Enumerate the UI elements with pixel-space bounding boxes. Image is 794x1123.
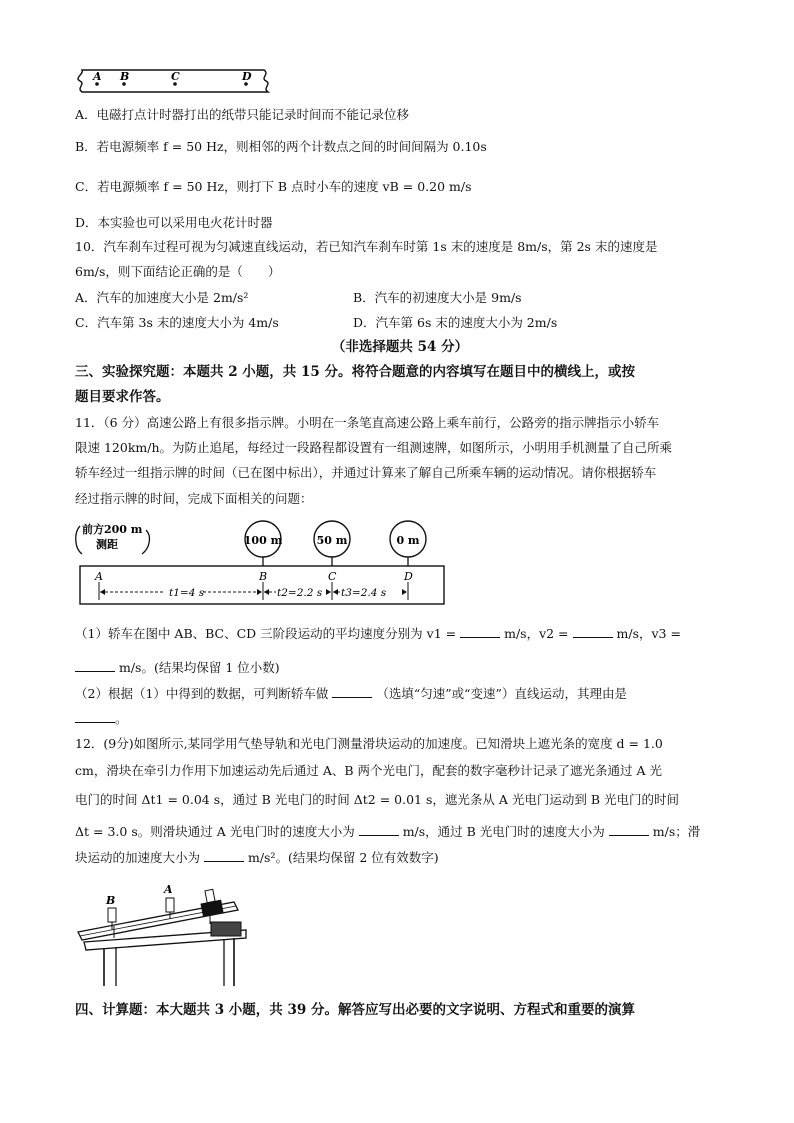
q11-part1-text-a: （1）轿车在图中 AB、BC、CD 三阶段运动的平均速度分别为 v1 = [75,626,457,641]
q12-stem-line1: 12．(9分)如图所示,某同学用气垫导轨和光电门测量滑块运动的加速度。已知滑块上遮光条的宽度 d = 1.0 [75,736,663,751]
q11-part2-line1 [75,685,725,703]
point-d: D [404,570,413,583]
q11-stem-line2: 限速 120km/h。为防止追尾，每经过一段路程都设置有一组测速牌，如图所示，小明用手机测量了自己所乘 [75,440,673,455]
q10-stem-line2: 6m/s，则下面结论正确的是（ ） [75,264,281,279]
q9-option-d: D．本实验也可以采用电火花计时器 [75,215,273,230]
q10-option-c: C．汽车第 3s 末的速度大小为 4m/s [75,315,279,330]
q11-part1-text-c: m/s，v3 = [616,626,681,641]
answer-blank-vb[interactable] [609,823,649,836]
answer-blank-reason[interactable] [75,710,115,723]
photogate-b-label: B [106,894,116,907]
q11-stem-line3: 轿车经过一组指示牌的时间（已在图中标出），并通过计算来了解自己所乘车辆的运动情况。请你根据轿车 [75,465,657,480]
tape-label-d: D [242,70,252,83]
q11-part2-text-a: （2）根据（1）中得到的数据，可判断轿车做 [75,686,329,701]
interval-t1: t1=4 s [169,587,205,599]
tape-label-c: C [171,70,180,83]
interval-t2: t2=2.2 s [277,587,323,599]
range-sign-line1: 前方200 m [82,523,143,536]
q10-option-b: B．汽车的初速度大小是 9m/s [353,290,522,305]
q12-stem-line5 [75,849,725,867]
photogate-a-label: A [164,883,173,896]
q12-text-e: m/s²。(结果均保留 2 位有效数字) [247,850,439,865]
q11-part1-text-d: m/s。(结果均保留 1 位小数) [118,660,280,675]
sign-0m-text: 0 m [396,534,420,547]
answer-blank-v3[interactable] [75,659,115,672]
point-c: C [328,570,337,583]
answer-blank-acceleration[interactable] [204,849,244,862]
answer-blank-v2[interactable] [573,625,613,638]
q11-part2-text-c: 。 [115,711,128,726]
answer-blank-v1[interactable] [460,625,500,638]
q12-text-c: m/s；滑 [652,824,701,839]
q12-text-d: 块运动的加速度大小为 [75,850,201,865]
nonchoice-header: （非选择题共 54 分） [331,339,469,355]
answer-blank-va[interactable] [359,823,399,836]
q11-part1-line2 [75,659,725,677]
tape-label-a: A [93,70,102,83]
q11-part2-line2 [75,710,725,728]
q9-option-b: B．若电源频率 f = 50 Hz，则相邻的两个计数点之间的时间间隔为 0.10s [75,139,487,154]
section4-title: 四、计算题：本大题共 3 小题，共 39 分。解答应写出必要的文字说明、方程式和重要的演算 [75,1002,635,1018]
section3-title-line2: 题目要求作答。 [75,389,170,405]
sign-50m-text: 50 m [316,534,348,547]
tape-figure [74,66,280,96]
point-b: B [259,570,268,583]
highway-signs-figure [70,518,450,608]
q11-stem-line1: 11．（6 分）高速公路上有很多指示牌。小明在一条笔直高速公路上乘车前行，公路旁的指示牌指示小轿车 [75,415,660,430]
q12-stem-line4 [75,823,725,841]
q10-stem-line1: 10．汽车刹车过程可视为匀减速直线运动，若已知汽车刹车时第 1s 末的速度是 8m/s，第 2s 末的速度是 [75,239,658,254]
air-track-figure [74,880,274,990]
q12-text-a: Δt = 3.0 s。则滑块通过 A 光电门时的速度大小为 [75,824,355,839]
q11-stem-line4: 经过指示牌的时间，完成下面相关的问题： [75,491,313,506]
q10-option-d: D．汽车第 6s 末的速度大小为 2m/s [353,315,558,330]
q12-stem-line2: cm，滑块在牵引力作用下加速运动先后通过 A、B 两个光电门，配套的数字毫秒计记录了遮光条通过 A 光 [75,763,662,778]
q10-option-a: A．汽车的加速度大小是 2m/s² [75,290,249,305]
q9-option-a: A．电磁打点计时器打出的纸带只能记录时间而不能记录位移 [75,107,410,122]
q11-part1-text-b: m/s，v2 = [504,626,569,641]
q11-part2-text-b: （选填“匀速”或“变速”）直线运动，其理由是 [376,686,627,701]
q11-part1-line1 [75,625,725,643]
q9-option-c: C．若电源频率 f = 50 Hz，则打下 B 点时小车的速度 vB = 0.20 m/s [75,179,472,194]
sign-100m-text: 100 m [243,534,283,547]
q12-text-b: m/s，通过 B 光电门时的速度大小为 [402,824,605,839]
section3-title-line1: 三、实验探究题：本题共 2 小题，共 15 分。将符合题意的内容填写在题目中的横线上，或按 [75,364,635,380]
answer-blank-motion-type[interactable] [332,685,372,698]
interval-t3: t3=2.4 s [341,587,387,599]
q12-stem-line3: 电门的时间 Δt1 = 0.04 s，通过 B 光电门的时间 Δt2 = 0.01 s，遮光条从 A 光电门运动到 B 光电门的时间 [75,792,679,807]
range-sign-line2: 测距 [96,538,118,551]
tape-label-b: B [120,70,130,83]
point-a: A [95,570,103,583]
